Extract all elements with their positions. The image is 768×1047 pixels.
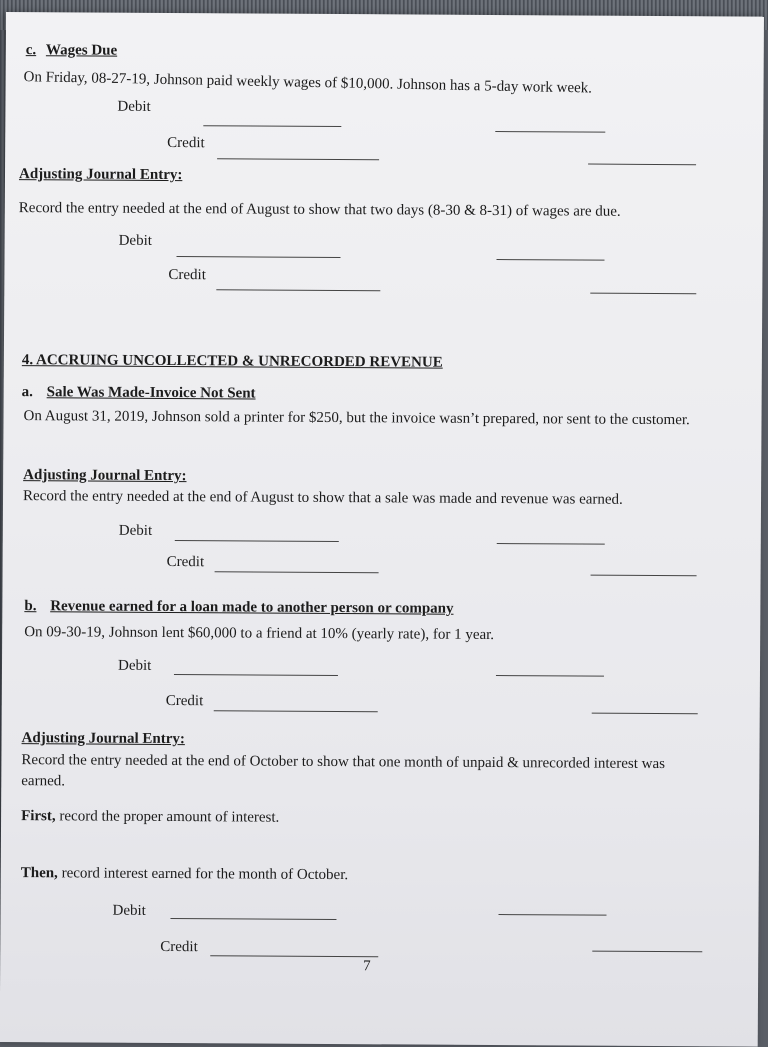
debit-label: Debit [112,902,146,919]
debit-account-blank[interactable] [174,674,338,676]
adjusting-entry-heading: Adjusting Journal Entry: [18,166,183,184]
page-number: 7 [363,958,371,975]
first-label: First, [21,808,56,825]
wages-section-heading [26,42,118,60]
credit-label: Credit [160,938,198,956]
subsection-b-description: On 09-30-19, Johnson lent $60,000 to a friend at 10% (yearly rate), for 1 year. [24,624,495,643]
credit-label: Credit [165,692,204,710]
debit-amount-blank[interactable] [497,543,605,545]
credit-amount-blank[interactable] [591,575,697,577]
debit-account-blank[interactable] [170,918,336,920]
adjusting-entry-heading: Adjusting Journal Entry: [21,730,185,748]
then-instruction [21,865,349,884]
credit-account-blank[interactable] [217,158,379,160]
debit-amount-blank[interactable] [498,914,606,916]
subsection-a-heading [22,384,256,402]
adjusting-entry-text: Record the entry needed at the end of August to show that a sale was made and revenue was earned. [22,488,623,508]
debit-label: Debit [117,657,152,674]
adjusting-entry-text: Record the entry needed at the end of August to show that two days (8-30 & 8-31) of wages are due. [18,200,621,220]
first-text: record the proper amount of interest. [55,808,280,826]
credit-amount-blank[interactable] [588,164,696,166]
subsection-b-heading [24,598,453,618]
subsection-letter: a. [21,384,33,401]
debit-label: Debit [118,232,152,249]
wages-description: On Friday, 08-27-19, Johnson paid weekly wages of $10,000. Johnson has a 5-day work week. [23,69,593,97]
then-text: record interest earned for the month of October. [57,865,349,884]
credit-account-blank[interactable] [214,710,378,712]
debit-label: Debit [117,98,151,115]
credit-account-blank[interactable] [216,289,380,291]
subsection-a-description: On August 31, 2019, Johnson sold a printer for $250, but the invoice wasn’t prepared, nor sent to the customer. [23,408,690,429]
debit-account-blank[interactable] [203,125,341,127]
section-4-heading: 4. ACCRUING UNCOLLECTED & UNRECORDED REVENUE [21,352,443,371]
credit-amount-blank[interactable] [592,713,698,715]
debit-label: Debit [118,522,153,539]
debit-amount-blank[interactable] [496,259,604,261]
credit-account-blank[interactable] [215,571,379,573]
first-instruction [21,808,279,827]
credit-label: Credit [168,266,206,284]
credit-label: Credit [166,553,205,571]
credit-account-blank[interactable] [210,955,378,957]
debit-account-blank[interactable] [177,256,341,258]
then-label: Then, [20,865,58,882]
subsection-letter: b. [24,598,37,615]
adjusting-entry-text: Record the entry needed at the end of October to show that one month of unpaid & unrecorded interest was earned. [21,752,666,790]
subsection-title: Sale Was Made-Invoice Not Sent [46,384,256,402]
section-letter: c. [25,42,37,59]
debit-amount-blank[interactable] [495,131,605,133]
credit-amount-blank[interactable] [590,293,696,295]
worksheet-page [0,12,764,1047]
debit-amount-blank[interactable] [496,675,604,677]
credit-amount-blank[interactable] [592,951,702,953]
credit-label: Credit [167,134,205,152]
adjusting-entry-heading: Adjusting Journal Entry: [23,467,187,485]
debit-account-blank[interactable] [175,540,339,542]
subsection-title: Revenue earned for a loan made to another person or company [50,598,454,617]
section-title: Wages Due [45,42,118,59]
